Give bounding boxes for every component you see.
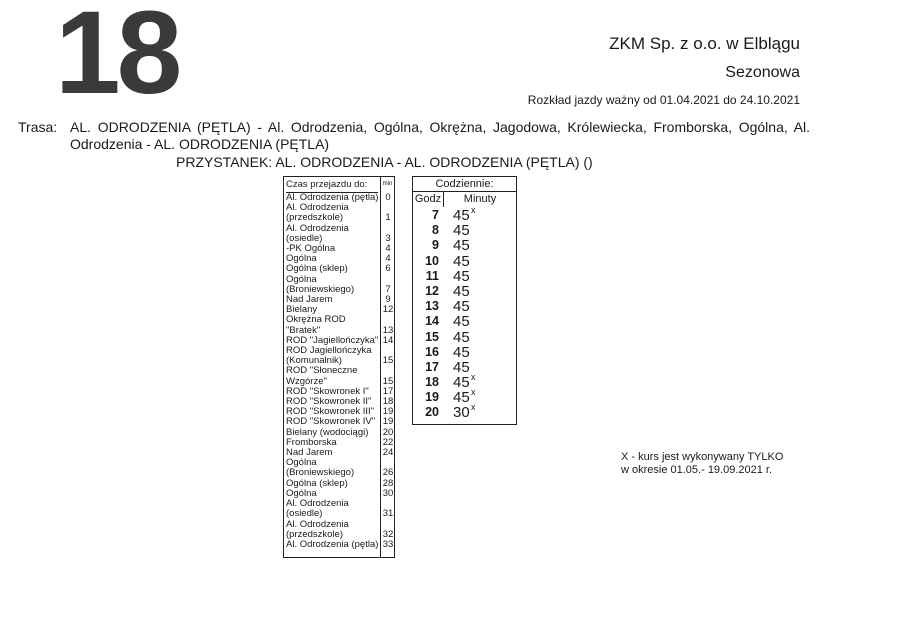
travel-stop-name: Al. Odrodzenia (przedszkole) (286, 202, 349, 224)
departure-row (413, 330, 516, 345)
departure-hour: 8 (432, 223, 439, 238)
travel-stop-name: Al. Odrodzenia (pętla) (286, 192, 379, 203)
stop-name: PRZYSTANEK: AL. ODRODZENIA - AL. ODRODZENIA (PĘTLA) () (176, 154, 593, 170)
travel-stop-name: Bielany (wodociągi) (286, 426, 369, 438)
travel-minutes: 24 (382, 447, 394, 459)
travel-stop-name: Nad Jarem (286, 294, 333, 306)
travel-time-header: Czas przejazdu do: (286, 180, 378, 193)
departure-hour: 19 (425, 390, 439, 405)
departure-minutes: 30 (453, 404, 470, 422)
travel-stop-name: Ogólna (Broniewskiego) (286, 457, 355, 479)
hour-column-header: Godz (414, 193, 442, 205)
seasonal-course-marker: x (471, 402, 476, 413)
departure-hour: 13 (425, 299, 439, 314)
travel-stop-name: Al. Odrodzenia (osiedle) (286, 222, 349, 244)
departure-hour: 10 (425, 253, 439, 268)
departure-hour: 11 (425, 268, 439, 283)
travel-row (286, 366, 394, 386)
departure-row (413, 387, 516, 407)
travel-minutes: 0 (385, 192, 391, 203)
departure-row (413, 314, 516, 329)
route-text: AL. ODRODZENIA (PĘTLA) - Al. Odrodzenia, Ogólna, Okrężna, Jagodowa, Królewiecka, Fromborska, Ogólna, Al. Odrodzenia - AL. ODRODZENIA (PĘTLA) (70, 119, 810, 152)
travel-stop-name: ROD "Skowronek III" (286, 406, 375, 418)
travel-time-table (283, 176, 395, 558)
departure-hour: 15 (425, 329, 439, 344)
travel-minutes: 26 (382, 467, 394, 479)
travel-stop-name: Ogólna (286, 487, 317, 499)
travel-minutes: 19 (382, 416, 394, 428)
travel-stop-name: Ogólna (Broniewskiego) (286, 273, 355, 295)
departure-table (412, 176, 517, 425)
departure-row (413, 205, 516, 224)
departure-minutes: 45 (453, 374, 470, 392)
departure-row (413, 284, 516, 299)
travel-stop-name: ROD "Skowronek IV" (286, 416, 376, 428)
travel-minutes: 18 (382, 396, 394, 408)
travel-row (286, 346, 394, 366)
travel-stop-name: Nad Jarem (286, 447, 333, 459)
travel-minutes: 6 (385, 263, 391, 275)
departure-minutes: 45 (453, 237, 470, 255)
travel-stop-name: ROD "Jagiellończyka" (286, 334, 379, 346)
departure-minutes: 45 (453, 222, 470, 240)
seasonal-course-marker: x (471, 387, 476, 398)
travel-stop-name: ROD Jagiellończyka (Komunalnik) (286, 345, 372, 367)
travel-row (286, 458, 394, 478)
travel-minutes: 12 (382, 304, 394, 316)
departure-row (413, 238, 516, 253)
footnote (621, 451, 783, 477)
travel-stop-name: -PK Ogólna (286, 243, 336, 255)
travel-stop-name: ROD "Słoneczne Wzgórze" (286, 365, 358, 387)
departure-minutes: 45 (453, 252, 470, 270)
season-label: Sezonowa (725, 64, 800, 81)
travel-stop-name: Al. Odrodzenia (pętla) (286, 538, 379, 550)
travel-minutes: 28 (382, 477, 394, 489)
departure-minutes: 45 (453, 267, 470, 285)
departure-minutes: 45 (453, 389, 470, 407)
travel-minutes: 22 (382, 436, 394, 448)
validity-dates: Rozkład jazdy ważny od 01.04.2021 do 24.10.2021 (527, 93, 800, 107)
departure-row (413, 372, 516, 392)
departure-minutes: 45 (453, 328, 470, 346)
departure-hour: 7 (432, 208, 439, 222)
departure-row (413, 360, 516, 375)
departure-minutes: 45 (453, 282, 470, 300)
departure-rows (413, 205, 516, 422)
minutes-column-header: Minuty (463, 193, 497, 205)
travel-stop-list (286, 193, 394, 550)
travel-row (286, 520, 394, 540)
footnote-line-2: w okresie 01.05.- 19.09.2021 r. (621, 464, 773, 476)
departure-hour: 17 (425, 359, 439, 374)
departure-row (413, 254, 516, 269)
departure-row (413, 345, 516, 360)
travel-stop-name: Ogólna (286, 253, 317, 265)
travel-stop-name: Ogólna (sklep) (286, 477, 348, 489)
travel-minutes: 14 (382, 334, 394, 346)
travel-minutes: 19 (382, 406, 394, 418)
travel-minutes: 20 (382, 426, 394, 438)
travel-stop-name: Okrężna ROD "Bratek" (286, 314, 346, 336)
route-label: Trasa: (18, 119, 58, 135)
departure-row (413, 223, 516, 238)
travel-row (286, 275, 394, 295)
travel-row (286, 499, 394, 519)
seasonal-course-marker: x (471, 205, 476, 215)
travel-stop-name: Ogólna (sklep) (286, 263, 348, 275)
departure-minutes: 45 (453, 298, 470, 316)
travel-minutes: 30 (382, 487, 394, 499)
travel-minutes: 13 (382, 324, 394, 336)
departure-hour: 18 (425, 375, 439, 390)
travel-stop-name: Al. Odrodzenia (przedszkole) (286, 518, 349, 540)
travel-row (286, 224, 394, 244)
line-number: 18 (55, 0, 179, 119)
travel-stop-name: Bielany (286, 304, 318, 316)
departure-minutes: 45 (453, 207, 470, 224)
travel-stop-name: Al. Odrodzenia (osiedle) (286, 498, 349, 520)
minutes-column-header: min (382, 181, 393, 187)
travel-minutes: 1 (385, 212, 391, 224)
company-name: ZKM Sp. z o.o. w Elblągu (609, 34, 800, 53)
header-divider (413, 191, 516, 192)
travel-row (286, 315, 394, 335)
travel-minutes: 31 (382, 508, 394, 520)
travel-stop-name: ROD "Skowronek I" (286, 385, 369, 397)
travel-row (286, 540, 394, 550)
travel-minutes: 17 (382, 385, 394, 397)
travel-minutes: 7 (385, 283, 391, 295)
travel-minutes: 4 (385, 243, 391, 255)
departure-row (413, 269, 516, 284)
departure-hour: 16 (425, 344, 439, 359)
travel-minutes: 15 (382, 355, 394, 367)
travel-row (286, 203, 394, 223)
departure-hour: 12 (425, 283, 439, 298)
departure-minutes: 45 (453, 343, 470, 361)
footnote-line-1: X - kurs jest wykonywany TYLKO (621, 451, 784, 463)
departure-row (413, 299, 516, 314)
day-type-title: Codziennie: (435, 178, 494, 190)
travel-minutes: 15 (382, 375, 394, 387)
travel-minutes: 33 (382, 538, 394, 550)
departure-minutes: 45 (453, 313, 470, 331)
departure-hour: 20 (425, 405, 439, 420)
travel-minutes: 32 (382, 528, 394, 540)
departure-minutes: 45 (453, 358, 470, 376)
seasonal-course-marker: x (471, 372, 476, 383)
departure-row (413, 402, 516, 422)
travel-stop-name: ROD "Skowronek II" (286, 396, 372, 408)
departure-hour: 9 (432, 238, 439, 253)
travel-minutes: 4 (385, 253, 391, 265)
travel-minutes: 3 (385, 232, 391, 244)
departure-hour: 14 (425, 314, 439, 329)
travel-minutes: 9 (385, 294, 391, 306)
travel-stop-name: Fromborska (286, 436, 337, 448)
